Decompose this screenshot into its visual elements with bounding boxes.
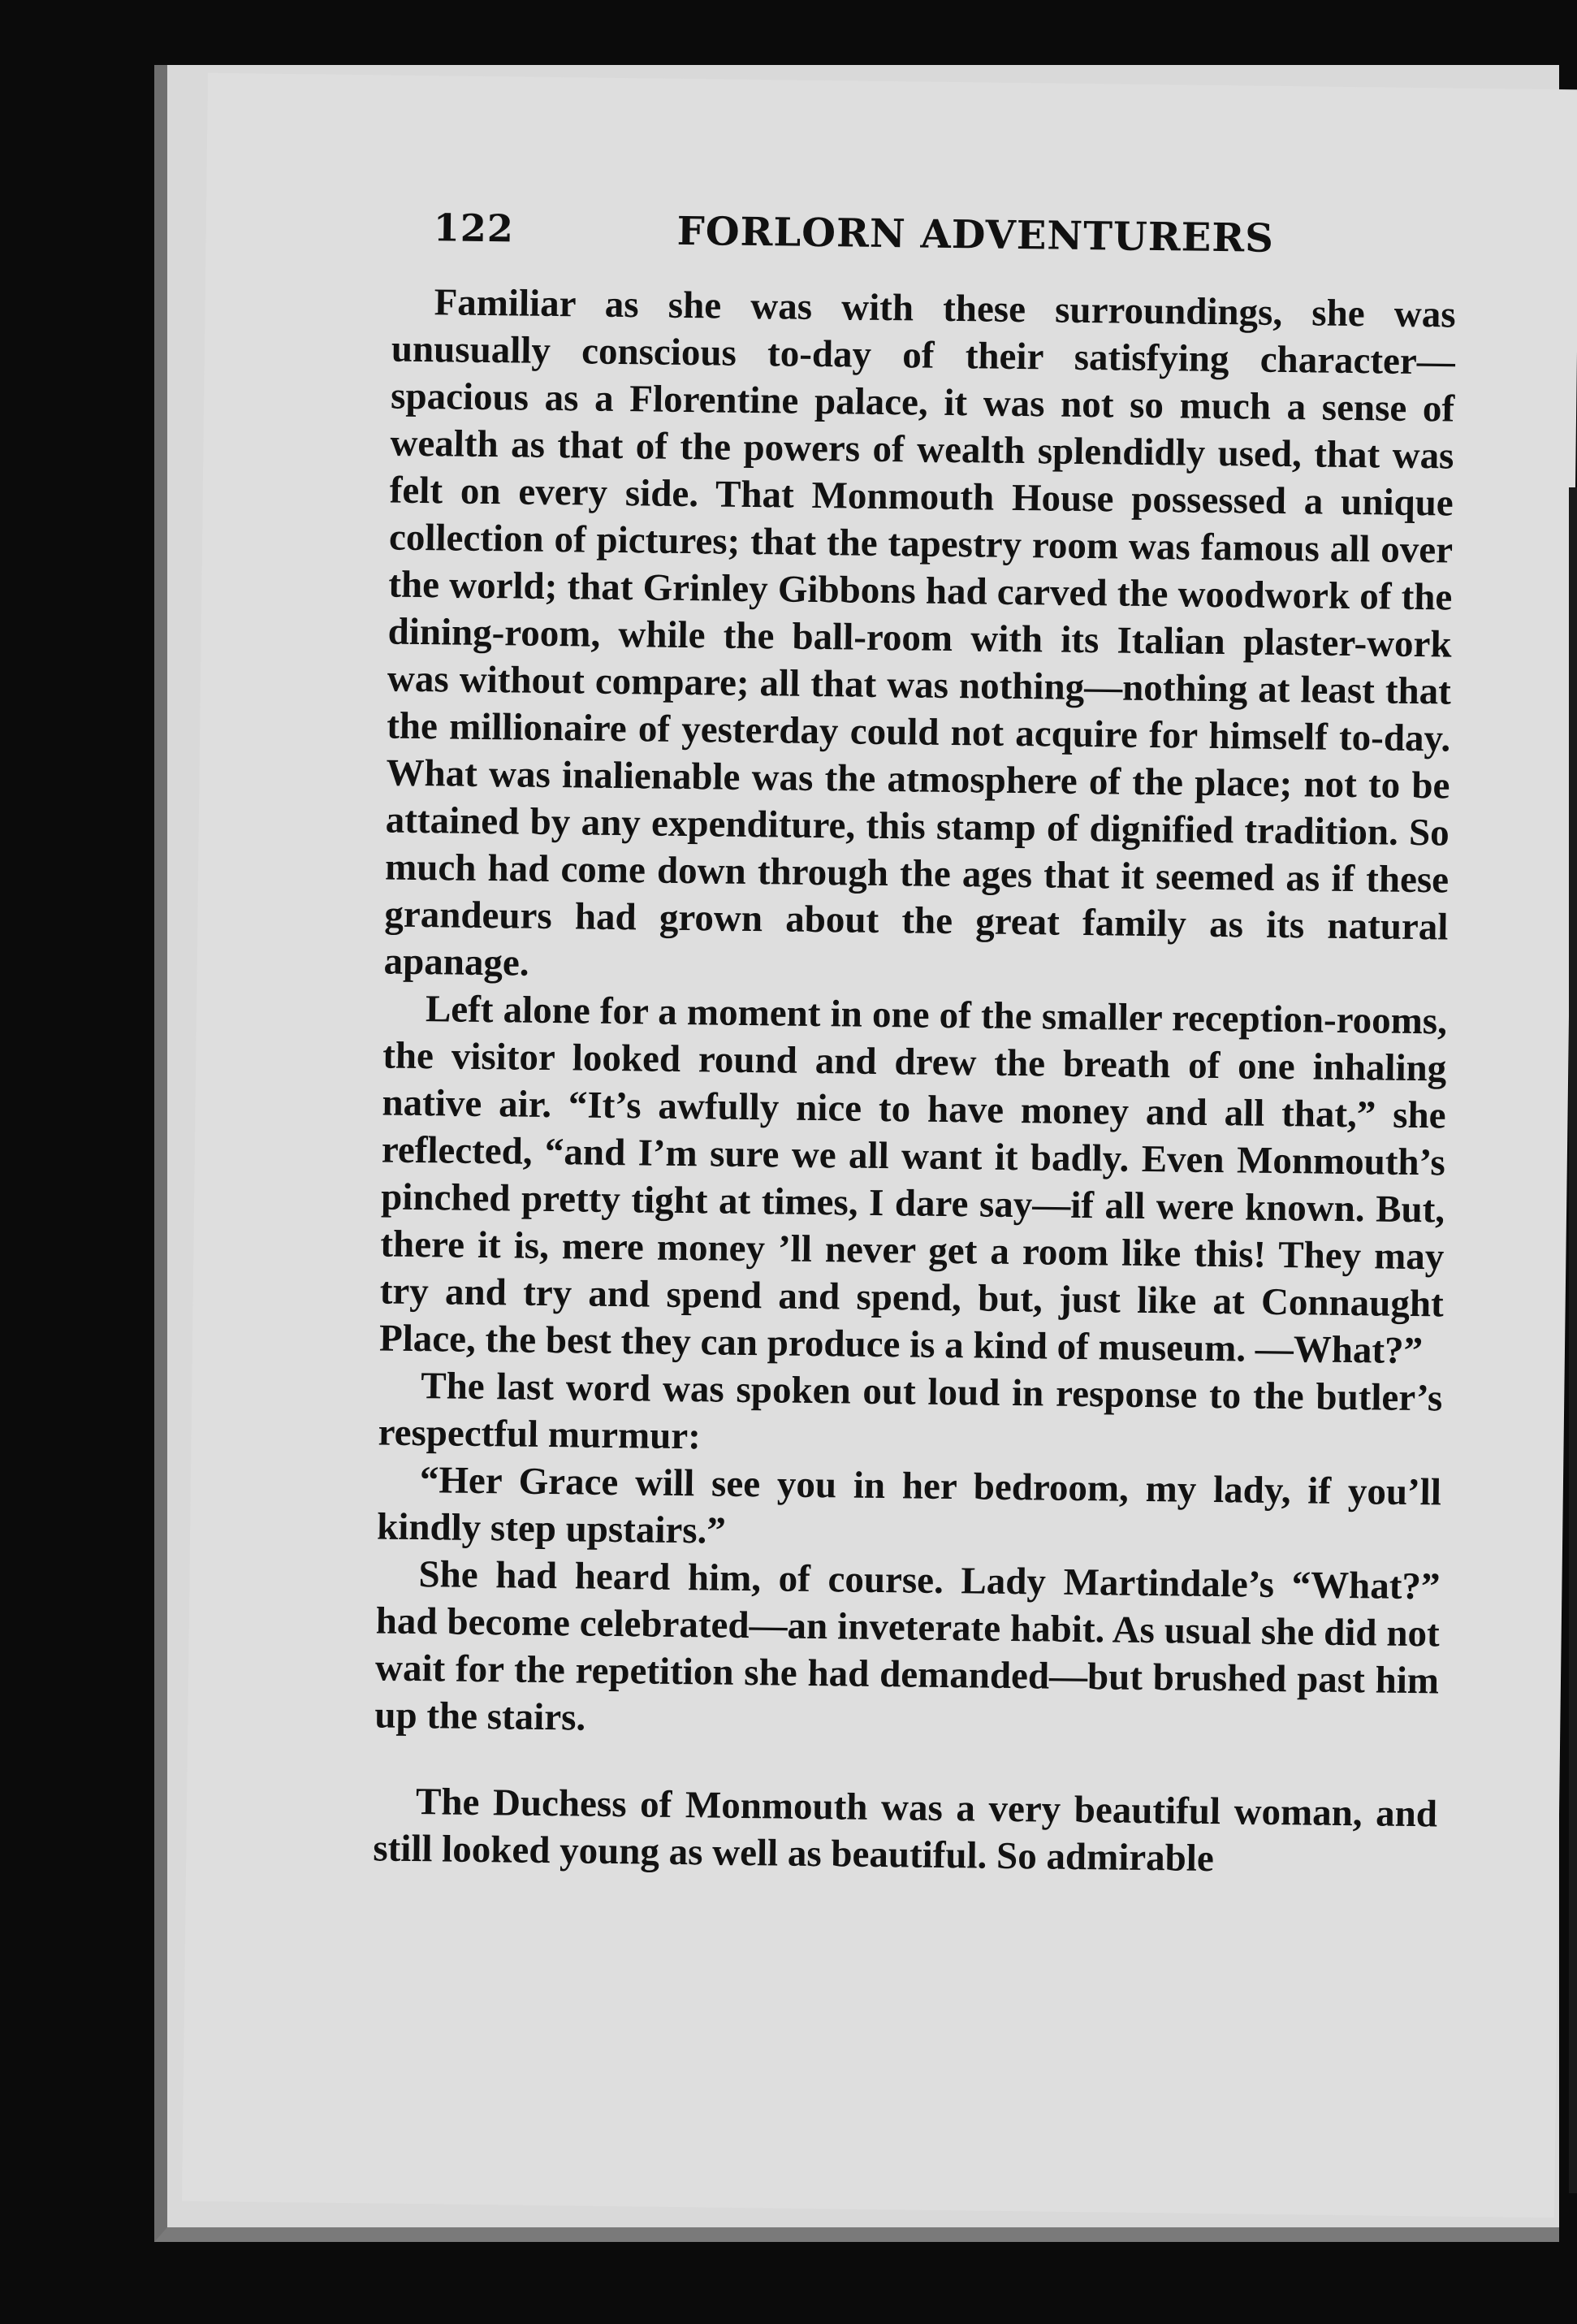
paragraph: “Her Grace will see you in her bedroom, my lady, if you’ll kindly step upstairs.” xyxy=(376,1459,1442,1552)
body-text xyxy=(373,279,1456,1885)
paragraph: She had heard him, of course. Lady Martindale’s “What?” had become celebrated—an inveterate habit. As usual she did not wait for the repetition she had demanded—but brushed past him up the stairs. xyxy=(374,1553,1441,1739)
running-title: FORLORN ADVENTURERS xyxy=(676,208,1275,262)
page-number: 122 xyxy=(433,206,515,251)
paragraph: Left alone for a moment in one of the smaller reception-rooms, the visitor looked round and drew the breath of one inhaling native air. “It’s awfully nice to have money and all that,” she reflected, “and I’m sure we all want it badly. Even Monmouth’s pinched pretty tight at times, I dare say—if all were known. But, there it is, mere money ’ll never get a room like this! They may try and try and spend and spend, but, just like at Connaught Place, the best they can produce is a kind of museum. —What?” xyxy=(378,988,1448,1373)
book-page xyxy=(182,73,1577,2218)
paragraph: The last word was spoken out loud in response to the butler’s respectful murmur: xyxy=(378,1365,1443,1458)
paragraph: Familiar as she was with these surroundings, she was unusually conscious to-day of their satisfying character—spacious as a Florentine palace, it was not so much a sense of wealth as that of the powers of wealth splendidly used, that was felt on every side. That Monmouth House possessed a unique collection of pictures; that the tapestry room was famous all over the world; that Grinley Gibbons had carved the woodwork of the dining-room, while the ball-room with its Italian plaster-work was without compare; all that was nothing—nothing at least that the millionaire of yesterday could not acquire for himself to-day. What was inalienable was the atmosphere of the place; not to be attained by any expenditure, this stamp of dignified tradition. So much had come down through the ages that it seemed as if these grandeurs had grown about the great family as its natural apanage. xyxy=(383,281,1456,985)
scan-edge-shadow xyxy=(1569,487,1577,2193)
paragraph: The Duchess of Monmouth was a very beautiful woman, and still looked young as well as beautiful. So admirable xyxy=(373,1781,1438,1880)
